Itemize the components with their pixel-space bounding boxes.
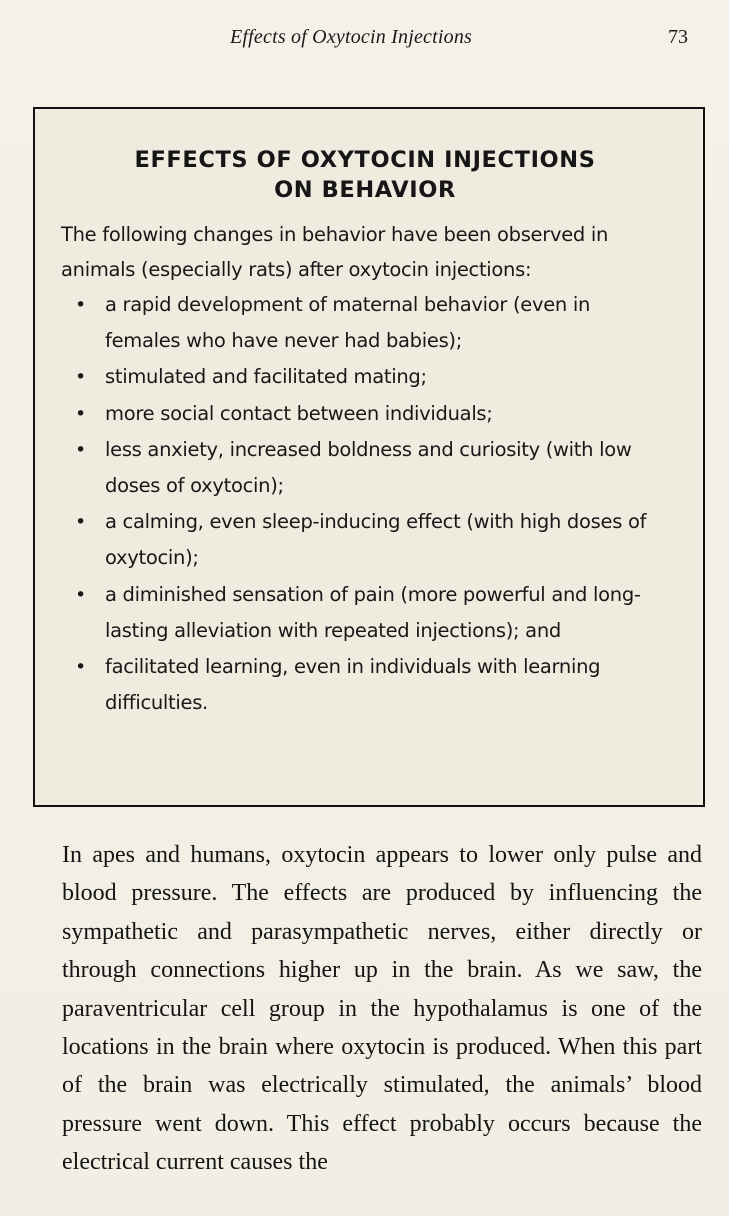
list-item-text: facilitated learning, even in individuals with learning difficulties. bbox=[105, 655, 601, 715]
sidebar-title-line-1: EFFECTS OF OXYTOCIN INJECTIONS bbox=[134, 147, 596, 173]
page-number: 73 bbox=[668, 26, 688, 48]
body-paragraph: In apes and humans, oxytocin appears to lower only pulse and blood pressure. The effects are produced by influencing the sympathetic and parasympathetic nerves, either directly or through connections higher up in the brain. As we saw, the paraventricular cell group in the hypothalamus is one of the locations in the brain where oxytocin is produced. When this part of the brain was electrically stimulated, the animals’ blood pressure went down. This effect probably occurs because the electrical current causes the bbox=[62, 842, 702, 1176]
sidebar-title bbox=[61, 145, 669, 205]
list-item bbox=[61, 649, 669, 721]
sidebar-title-line-2: ON BEHAVIOR bbox=[274, 177, 456, 203]
list-item-text: a rapid development of maternal behavior (even in females who have never had babies); bbox=[105, 293, 591, 353]
sidebar-intro: The following changes in behavior have been observed in animals (especially rats) after oxytocin injections: bbox=[61, 223, 609, 281]
sidebar-box bbox=[33, 107, 705, 807]
list-item bbox=[61, 432, 669, 504]
list-item bbox=[61, 396, 669, 432]
bullet-icon: • bbox=[75, 402, 86, 425]
bullet-icon: • bbox=[75, 583, 86, 606]
running-title: Effects of Oxytocin Injections bbox=[230, 26, 473, 48]
running-head bbox=[0, 26, 729, 56]
effects-list bbox=[61, 287, 669, 721]
list-item-text: more social contact between individuals; bbox=[105, 401, 493, 425]
bullet-icon: • bbox=[75, 438, 86, 461]
list-item bbox=[61, 504, 669, 576]
list-item bbox=[61, 359, 669, 395]
list-item-text: stimulated and facilitated mating; bbox=[105, 365, 427, 389]
bullet-icon: • bbox=[75, 656, 86, 679]
list-item-text: a calming, even sleep-inducing effect (with high doses of oxytocin); bbox=[105, 510, 647, 570]
list-item-text: less anxiety, increased boldness and curiosity (with low doses of oxytocin); bbox=[105, 437, 632, 498]
bullet-icon: • bbox=[75, 511, 86, 534]
list-item-text: a diminished sensation of pain (more powerful and long-lasting alleviation with repeated injections); and bbox=[105, 582, 641, 642]
bullet-icon: • bbox=[75, 294, 86, 316]
bullet-icon: • bbox=[75, 366, 86, 389]
list-item bbox=[61, 577, 669, 649]
list-item bbox=[61, 287, 669, 359]
